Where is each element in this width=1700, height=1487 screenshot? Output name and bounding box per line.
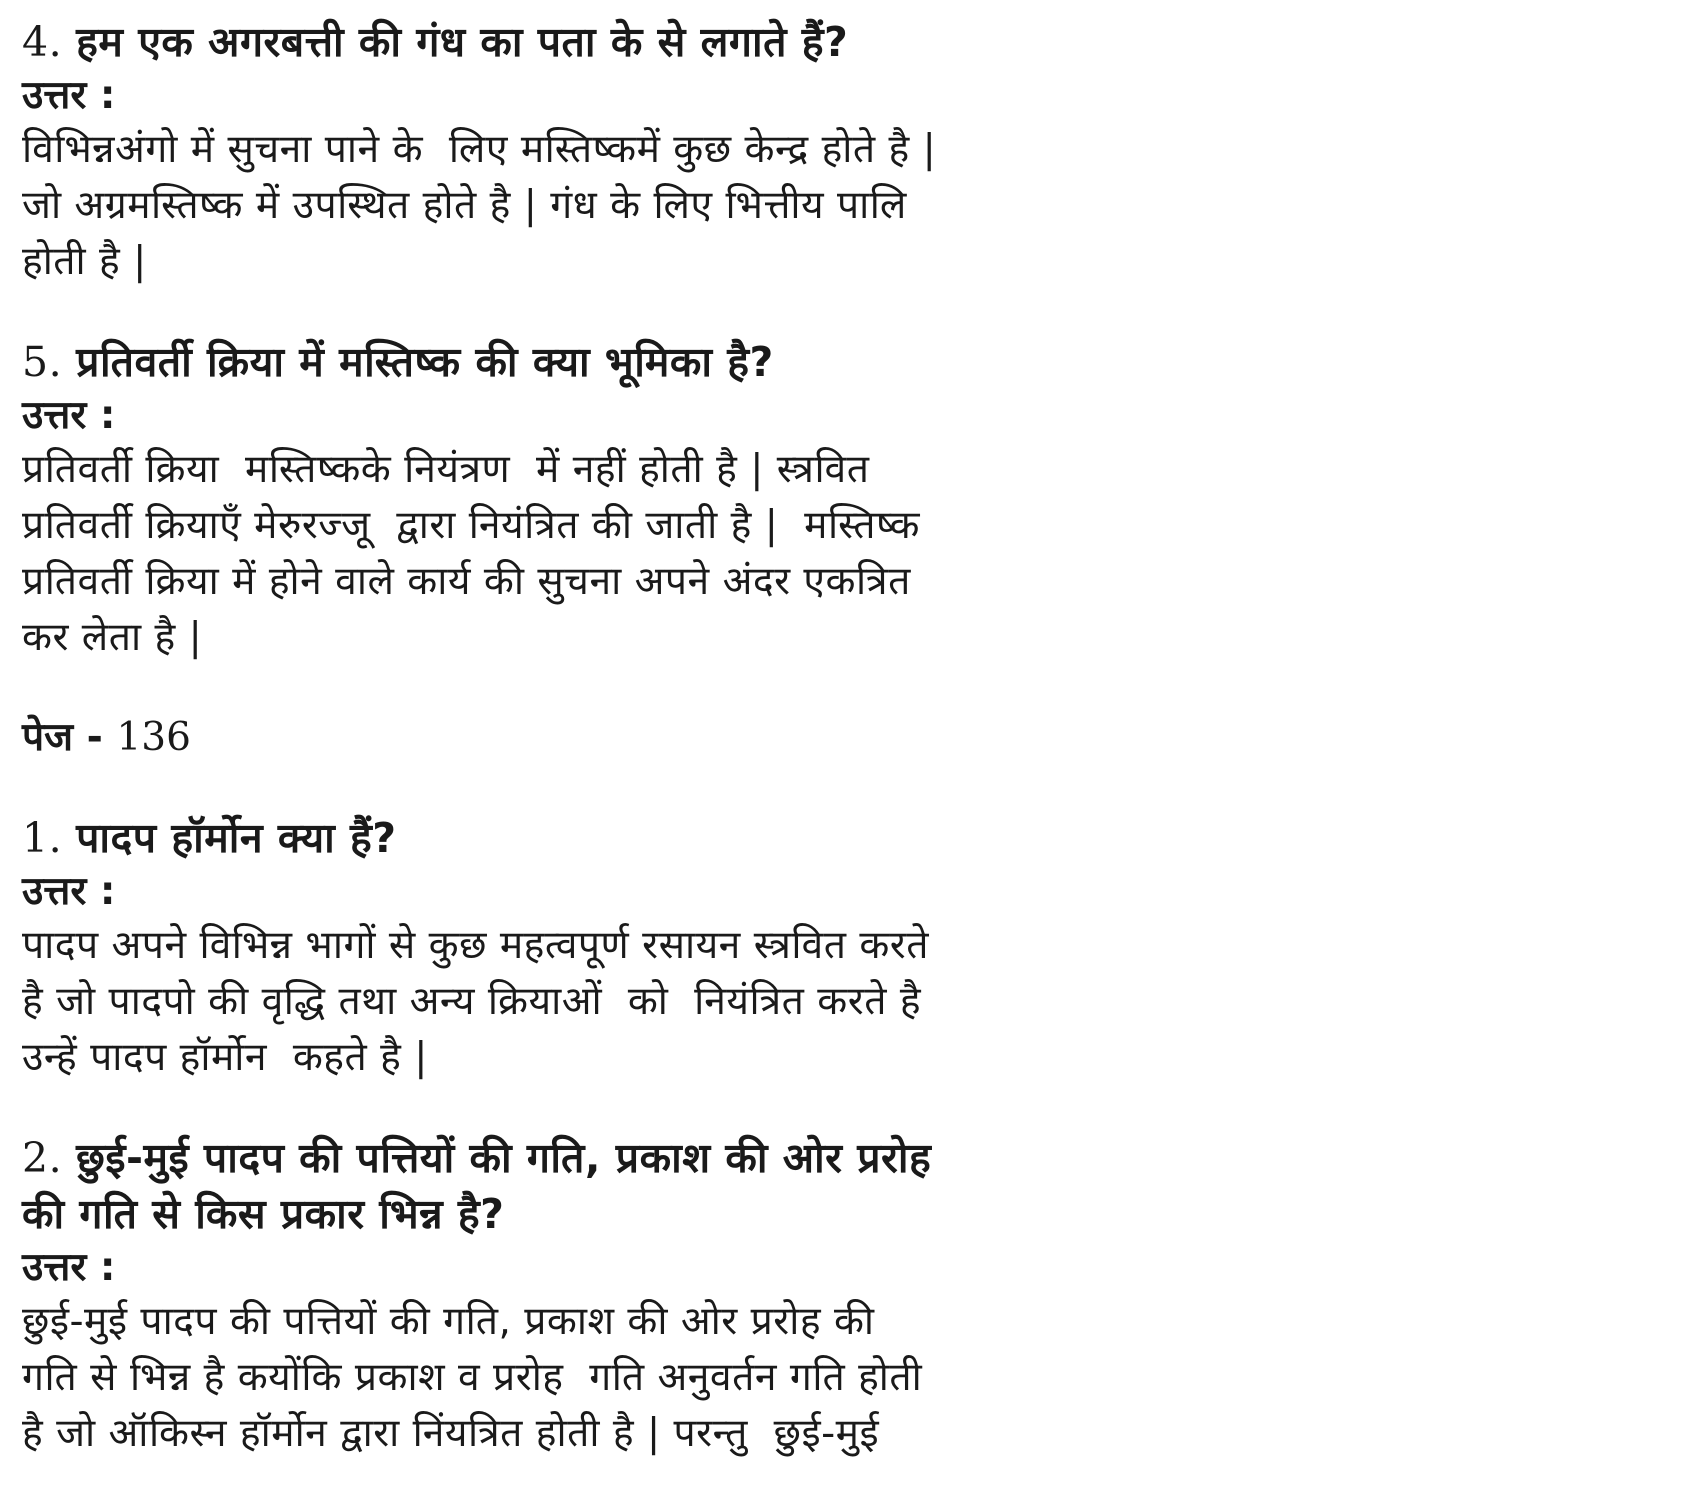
question-heading (22, 334, 1682, 390)
answer-line: विभिन्नअंगो में सुचना पाने के लिए मस्तिष्कमें कुछ केन्द्र होते है | (22, 127, 937, 172)
question-block-4 (22, 14, 1682, 290)
answer-label: उत्तर : (22, 869, 116, 914)
question-number: 4. (22, 18, 63, 66)
answer-label: उत्तर : (22, 73, 116, 118)
question-text: प्रतिवर्ती क्रिया में मस्तिष्क की क्या भूमिका है? (76, 338, 774, 386)
question-block-5 (22, 334, 1682, 666)
answer-line: कर लेता है | (22, 615, 203, 660)
page-marker (22, 710, 1682, 766)
question-number: 5. (22, 338, 63, 386)
answer-label: उत्तर : (22, 1245, 116, 1290)
question-text: की गति से किस प्रकार भिन्न है? (22, 1190, 505, 1238)
answer-text (22, 122, 1682, 290)
question-number: 1. (22, 814, 63, 862)
answer-text (22, 918, 1682, 1086)
question-heading (22, 810, 1682, 866)
answer-text (22, 442, 1682, 666)
question-text: पादप हॉर्मोन क्या हैं? (76, 814, 397, 862)
answer-line: होती है | (22, 239, 147, 284)
question-block-1 (22, 810, 1682, 1086)
answer-line: उन्हें पादप हॉर्मोन कहते है | (22, 1035, 428, 1080)
answer-label: उत्तर : (22, 393, 116, 438)
answer-line: गति से भिन्न है कयोंकि प्रकाश व प्ररोह गति अनुवर्तन गति होती (22, 1355, 923, 1400)
page-marker-label: पेज - (22, 715, 103, 760)
answer-line: है जो ऑकिस्न हॉर्मोन द्वारा निंयत्रित होती है | परन्तु छुई-मुई (22, 1411, 880, 1456)
spacer (22, 766, 1682, 810)
question-block-2 (22, 1130, 1682, 1462)
answer-line: छुई-मुई पादप की पत्तियों की गति, प्रकाश की ओर प्ररोह की (22, 1299, 875, 1344)
answer-line: पादप अपने विभिन्न भागों से कुछ महत्वपूर्ण रसायन स्त्रवित करते (22, 923, 929, 968)
spacer (22, 290, 1682, 334)
question-text: छुई-मुई पादप की पत्तियों की गति, प्रकाश की ओर प्ररोह (76, 1134, 932, 1182)
question-heading (22, 1130, 1682, 1186)
answer-text (22, 1294, 1682, 1462)
answer-line: प्रतिवर्ती क्रियाएँ मेरुरज्जू द्वारा नियंत्रित की जाती है | मस्तिष्क (22, 503, 920, 548)
answer-line: प्रतिवर्ती क्रिया में होने वाले कार्य की सुचना अपने अंदर एकत्रित (22, 559, 911, 604)
page-marker-number: 136 (116, 715, 191, 760)
question-text: हम एक अगरबत्ती की गंध का पता के से लगाते हैं? (76, 18, 849, 66)
document-page (22, 14, 1682, 1462)
question-heading (22, 14, 1682, 70)
answer-line: है जो पादपो की वृद्धि तथा अन्य क्रियाओं को नियंत्रित करते है (22, 979, 922, 1024)
spacer (22, 666, 1682, 710)
answer-line: प्रतिवर्ती क्रिया मस्तिष्कके नियंत्रण में नहीं होती है | स्त्रवित (22, 447, 870, 492)
spacer (22, 1086, 1682, 1130)
answer-line: जो अग्रमस्तिष्क में उपस्थित होते है | गंध के लिए भित्तीय पालि (22, 183, 907, 228)
question-number: 2. (22, 1134, 63, 1182)
question-heading-continued (22, 1186, 1682, 1242)
